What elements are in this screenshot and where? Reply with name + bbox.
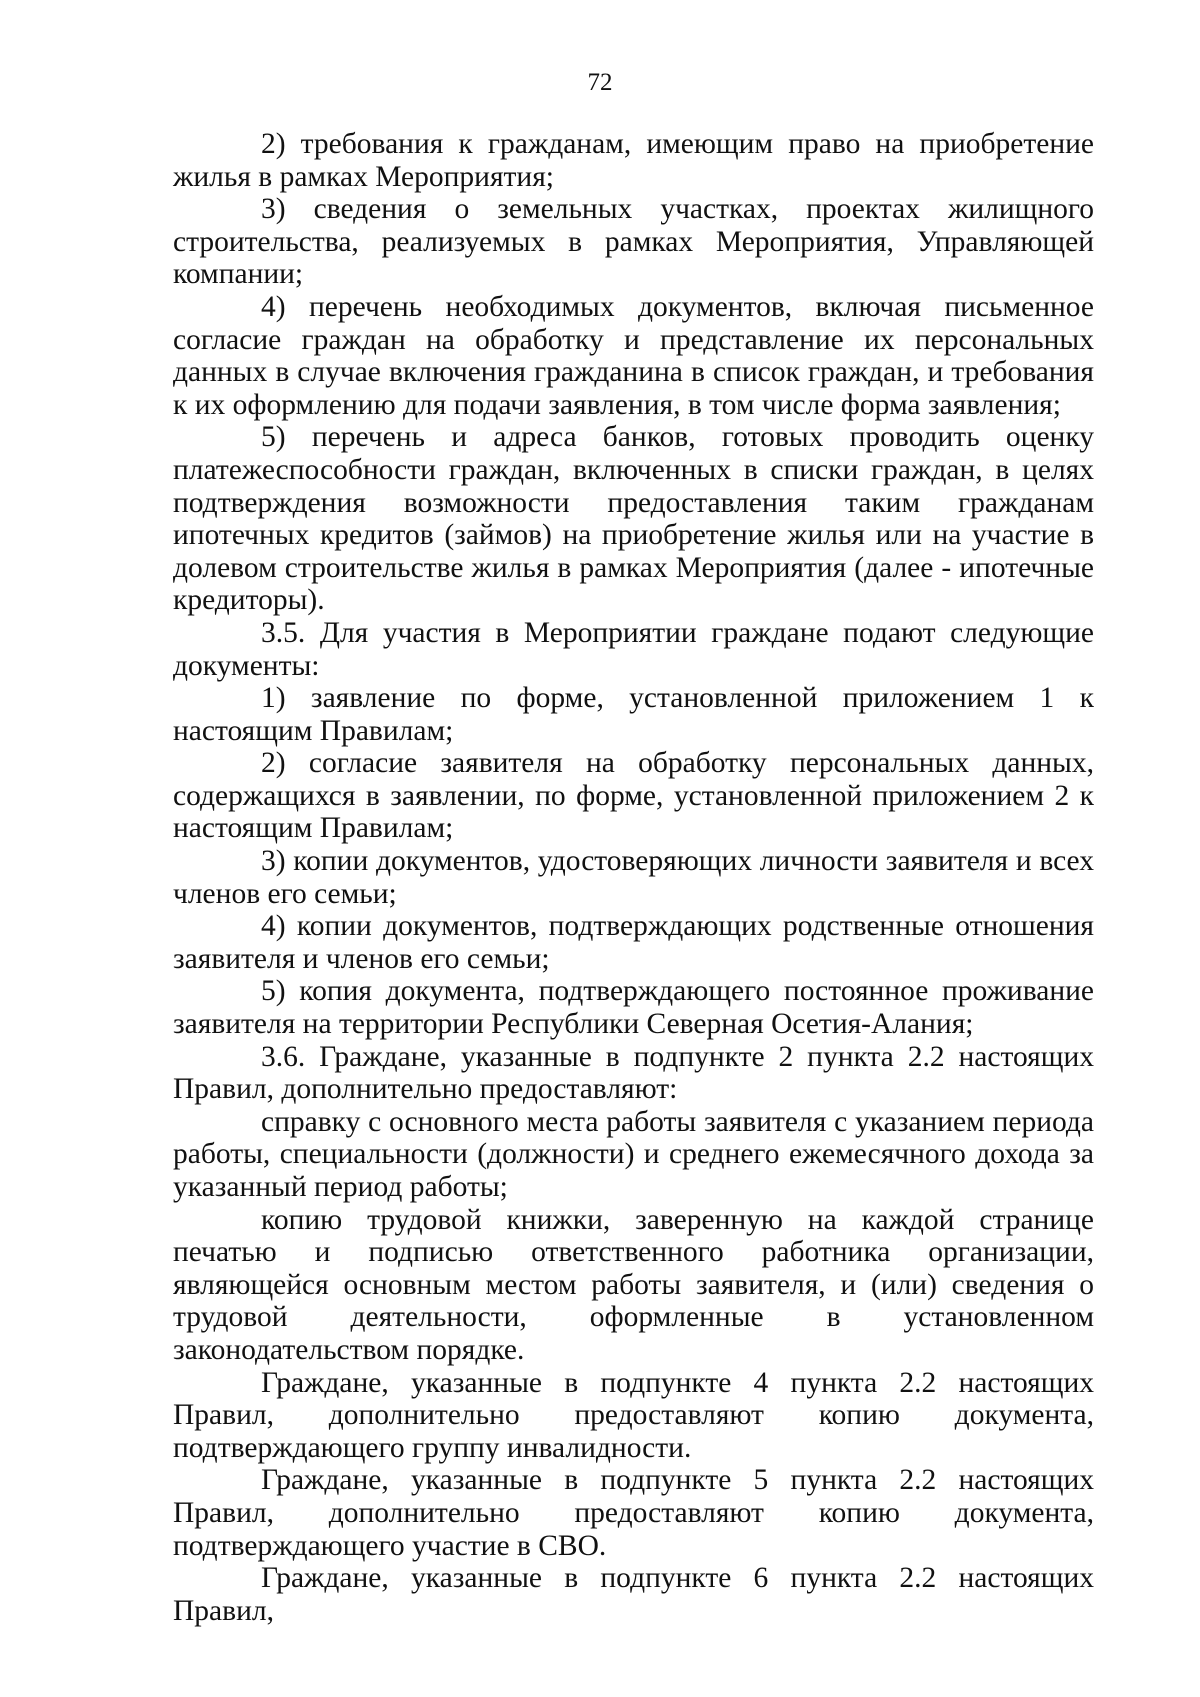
paragraph: Граждане, указанные в подпункте 4 пункта 2.2 настоящих Правил, дополнительно предоставляют копию документа, подтверждающего группу инвалидности. bbox=[173, 1366, 1094, 1464]
paragraph: копию трудовой книжки, заверенную на каждой странице печатью и подписью ответственного работника организации, являющейся основным местом работы заявителя, и (или) сведения о трудовой деятельности, оформленные в установленном законодательством порядке. bbox=[173, 1203, 1094, 1366]
document-body bbox=[173, 128, 1094, 1627]
paragraph: 3.6. Граждане, указанные в подпункте 2 пункта 2.2 настоящих Правил, дополнительно предоставляют: bbox=[173, 1040, 1094, 1106]
paragraph: 3) сведения о земельных участках, проектах жилищного строительства, реализуемых в рамках Мероприятия, Управляющей компании; bbox=[173, 193, 1094, 291]
paragraph: Граждане, указанные в подпункте 6 пункта 2.2 настоящих Правил, bbox=[173, 1562, 1094, 1627]
page-number: 72 bbox=[587, 69, 613, 96]
paragraph: Граждане, указанные в подпункте 5 пункта 2.2 настоящих Правил, дополнительно предоставляют копию документа, подтверждающего участие в СВО. bbox=[173, 1464, 1094, 1562]
paragraph: 3) копии документов, удостоверяющих личности заявителя и всех членов его семьи; bbox=[173, 845, 1094, 910]
paragraph: 3.5. Для участия в Мероприятии граждане подают следующие документы: bbox=[173, 616, 1094, 682]
paragraph: справку с основного места работы заявителя с указанием периода работы, специальности (должности) и среднего ежемесячного дохода за указанный период работы; bbox=[173, 1105, 1094, 1203]
paragraph: 4) перечень необходимых документов, включая письменное согласие граждан на обработку и представление их персональных данных в случае включения гражданина в список граждан, и требования к их оформлению для подачи заявления, в том числе форма заявления; bbox=[173, 290, 1094, 421]
paragraph: 5) копия документа, подтверждающего постоянное проживание заявителя на территории Республики Северная Осетия-Алания; bbox=[173, 975, 1094, 1041]
paragraph: 2) требования к гражданам, имеющим право на приобретение жилья в рамках Мероприятия; bbox=[173, 128, 1094, 193]
paragraph: 4) копии документов, подтверждающих родственные отношения заявителя и членов его семьи; bbox=[173, 910, 1094, 975]
paragraph: 2) согласие заявителя на обработку персональных данных, содержащихся в заявлении, по форме, установленной приложением 2 к настоящим Правилам; bbox=[173, 747, 1094, 845]
paragraph: 1) заявление по форме, установленной приложением 1 к настоящим Правилам; bbox=[173, 682, 1094, 747]
paragraph: 5) перечень и адреса банков, готовых проводить оценку платежеспособности граждан, включенных в списки граждан, в целях подтверждения возможности предоставления таким гражданам ипотечных кредитов (займов) на приобретение жилья или на участие в долевом строительстве жилья в рамках Мероприятия (далее - ипотечные кредиторы). bbox=[173, 421, 1094, 617]
